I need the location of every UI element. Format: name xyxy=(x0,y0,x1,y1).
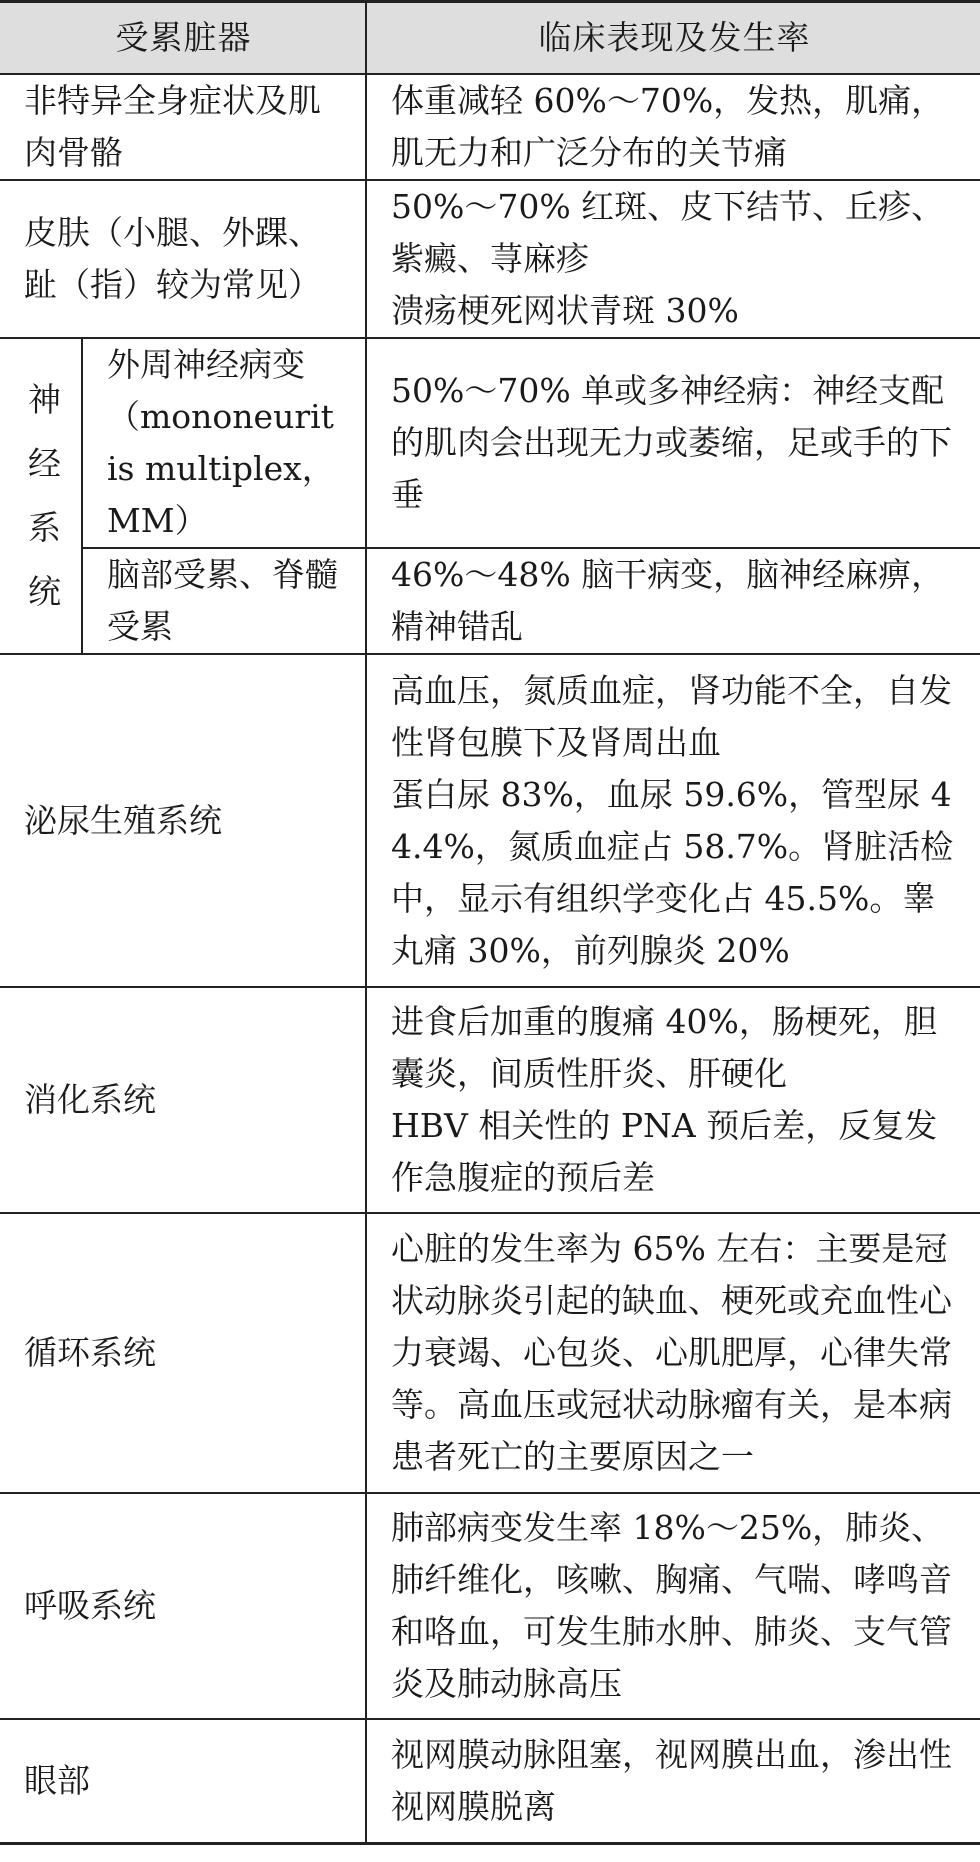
desc-cell xyxy=(366,987,980,1213)
desc-line: 肺部病变发生率 18%～25%，肺炎、肺纤维化，咳嗽、胸痛、气喘、哮鸣音和咯血，可发生肺水肿、肺炎、支气管炎及肺动脉高压 xyxy=(391,1508,952,1703)
organ-cell: 泌尿生殖系统 xyxy=(0,654,366,987)
organ-cell: 非特异全身症状及肌肉骨骼 xyxy=(0,74,366,180)
table-row xyxy=(0,1213,980,1493)
desc-line: 50%～70% 单或多神经病：神经支配的肌肉会出现无力或萎缩，足或手的下垂 xyxy=(391,371,952,514)
desc-line: 蛋白尿 83%，血尿 59.6%，管型尿 44.4%，氮质血症占 58.7%。肾脏活检中，显示有组织学变化占 45.5%。睾丸痛 30%，前列腺炎 20% xyxy=(391,774,954,970)
table-row xyxy=(0,548,980,654)
table-row xyxy=(0,987,980,1213)
organ-cell: 眼部 xyxy=(0,1719,366,1843)
desc-cell xyxy=(366,654,980,987)
table-row xyxy=(0,338,980,548)
table-row xyxy=(0,1493,980,1719)
header-manifestation: 临床表现及发生率 xyxy=(366,2,980,75)
nervous-system-label: 神经系统 xyxy=(0,338,82,654)
desc-cell xyxy=(366,1719,980,1843)
table-header-row xyxy=(0,2,980,75)
desc-line: 46%～48% 脑干病变，脑神经麻痹，精神错乱 xyxy=(391,555,945,646)
desc-cell xyxy=(366,548,980,654)
table-row xyxy=(0,180,980,338)
desc-cell xyxy=(366,74,980,180)
organ-cell: 消化系统 xyxy=(0,987,366,1213)
table-row xyxy=(0,74,980,180)
table-row xyxy=(0,654,980,987)
organ-cell: 脑部受累、脊髓受累 xyxy=(82,548,366,654)
desc-cell xyxy=(366,1213,980,1493)
organ-cell: 循环系统 xyxy=(0,1213,366,1493)
desc-line: 高血压，氮质血症，肾功能不全，自发性肾包膜下及肾周出血 xyxy=(391,670,952,762)
organ-cell: 皮肤（小腿、外踝、趾（指）较为常见） xyxy=(0,180,366,338)
desc-line: 进食后加重的腹痛 40%，肠梗死，胆囊炎，间质性肝炎、肝硬化 xyxy=(391,1002,937,1093)
organ-cell: 呼吸系统 xyxy=(0,1493,366,1719)
desc-cell xyxy=(366,1493,980,1719)
desc-line: HBV 相关性的 PNA 预后差，反复发作急腹症的预后差 xyxy=(391,1106,938,1197)
desc-cell xyxy=(366,180,980,338)
organ-cell: 外周神经病变（mononeuritis multiplex，MM） xyxy=(82,338,366,548)
desc-cell xyxy=(366,338,980,548)
header-organ: 受累脏器 xyxy=(0,2,366,75)
desc-line: 溃疡梗死网状青斑 30% xyxy=(391,291,739,330)
desc-line: 视网膜动脉阻塞，视网膜出血，渗出性视网膜脱离 xyxy=(391,1734,952,1826)
desc-line: 心脏的发生率为 65% 左右：主要是冠状动脉炎引起的缺血、梗死或充血性心力衰竭、心包炎、心肌肥厚，心律失常等。高血压或冠状动脉瘤有关，是本病患者死亡的主要原因之一 xyxy=(391,1229,952,1476)
desc-line: 50%～70% 红斑、皮下结节、丘疹、紫癜、荨麻疹 xyxy=(391,187,945,278)
table-row xyxy=(0,1719,980,1843)
desc-line: 体重减轻 60%～70%，发热，肌痛，肌无力和广泛分布的关节痛 xyxy=(391,81,945,172)
